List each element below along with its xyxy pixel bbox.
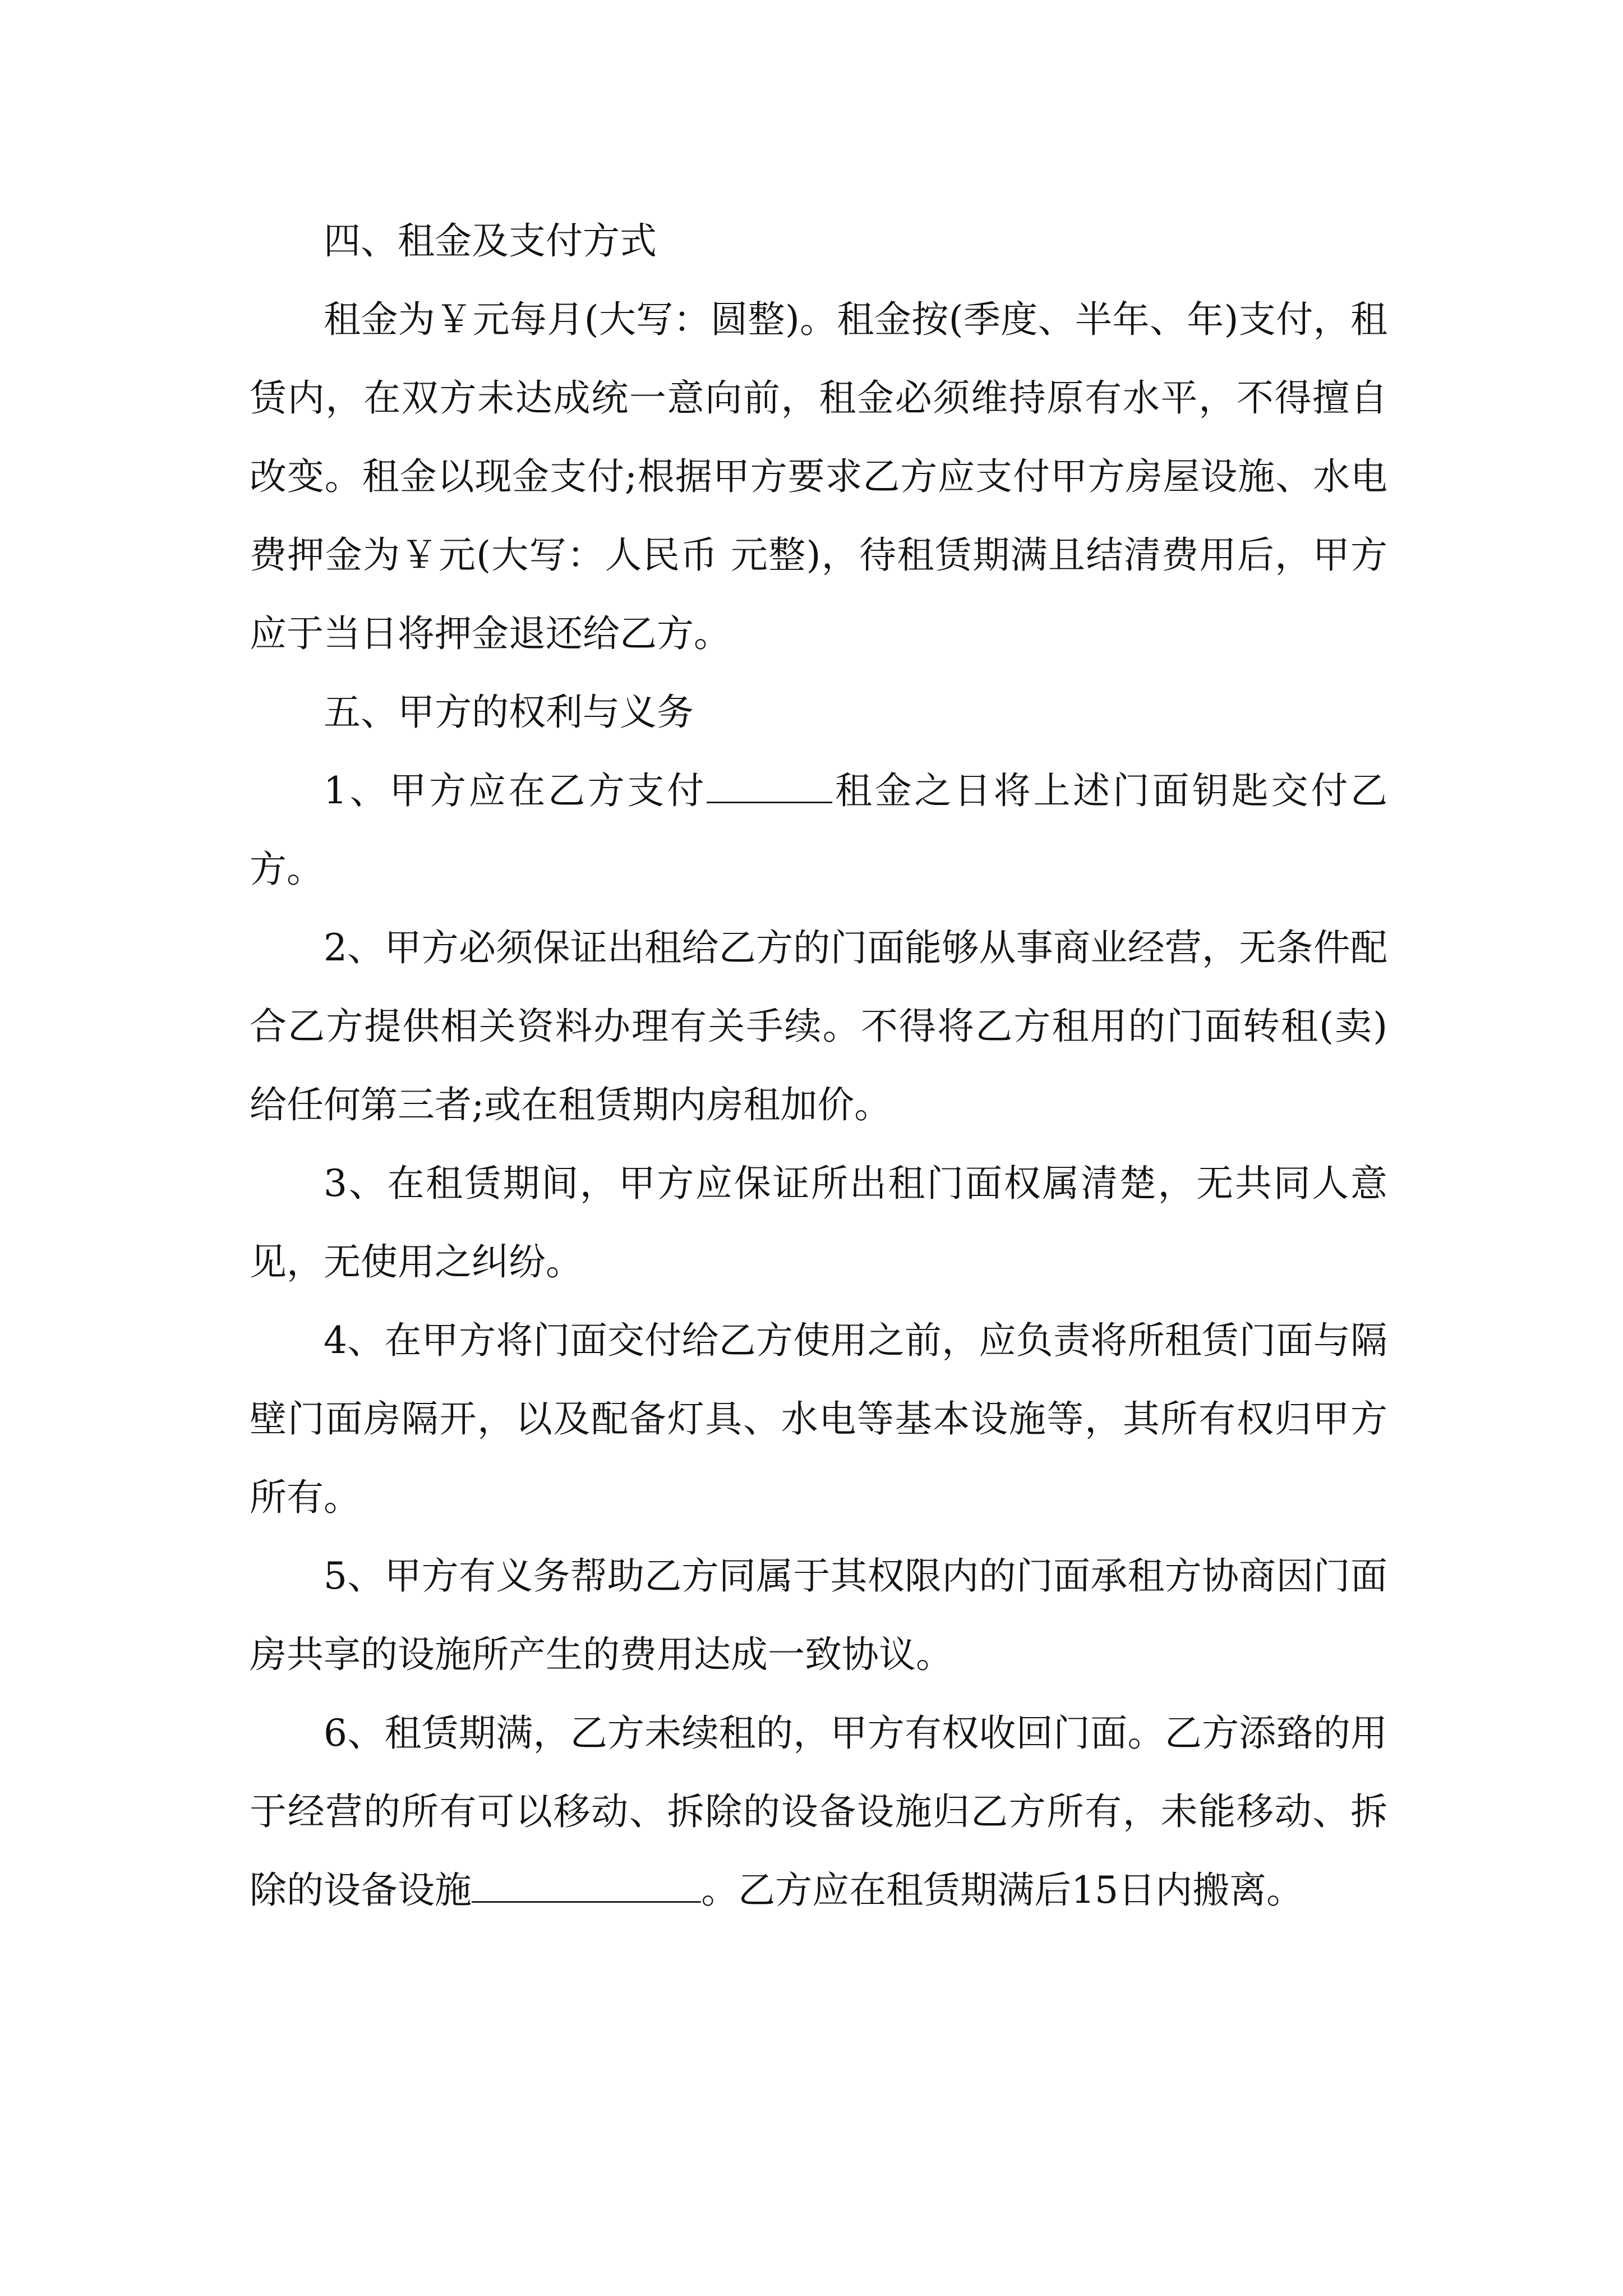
fill-in-blank	[472, 1868, 701, 1903]
section-4-heading: 四、租金及支付方式	[324, 219, 657, 263]
item-1-text-before: 1、甲方应在乙方支付	[324, 769, 707, 812]
section-5-item-1	[250, 752, 1387, 909]
section-5-heading: 五、甲方的权利与义务	[324, 691, 694, 734]
section-5-item-4: 4、在甲方将门面交付给乙方使用之前，应负责将所租赁门面与隔壁门面房隔开，以及配备灯具、水电等基本设施等，其所有权归甲方所有。	[250, 1319, 1387, 1519]
section-5-item-6	[250, 1694, 1387, 1930]
section-4-rent-paragraph: 租金为￥元每月(大写：圆整)。租金按(季度、半年、年)支付，租赁内，在双方未达成统一意向前，租金必须维持原有水平，不得擅自改变。租金以现金支付;根据甲方要求乙方应支付甲方房屋设施、水电费押金为￥元(大写：人民币 元整)，待租赁期满且结清费用后，甲方应于当日将押金退还给乙方。	[250, 298, 1387, 655]
section-5-item-5: 5、甲方有义务帮助乙方同属于其权限内的门面承租方协商因门面房共享的设施所产生的费用达成一致协议。	[250, 1554, 1387, 1676]
section-5-item-2: 2、甲方必须保证出租给乙方的门面能够从事商业经营，无条件配合乙方提供相关资料办理有关手续。不得将乙方租用的门面转租(卖)给任何第三者;或在租赁期内房租加价。	[250, 926, 1387, 1126]
item-1-text-after: 租金之日将上述门面钥匙交付乙方。	[250, 769, 1388, 891]
fill-in-blank	[707, 769, 832, 803]
item-6-text-after: 。乙方应在租赁期满后15日内搬离。	[701, 1869, 1304, 1912]
section-5-item-3: 3、在租赁期间，甲方应保证所出租门面权属清楚，无共同人意见，无使用之纠纷。	[250, 1162, 1387, 1283]
item-6-text-before: 6、租赁期满，乙方未续租的，甲方有权收回门面。乙方添臵的用于经营的所有可以移动、拆除的设备设施归乙方所有，未能移动、拆除的设备设施	[250, 1711, 1387, 1912]
